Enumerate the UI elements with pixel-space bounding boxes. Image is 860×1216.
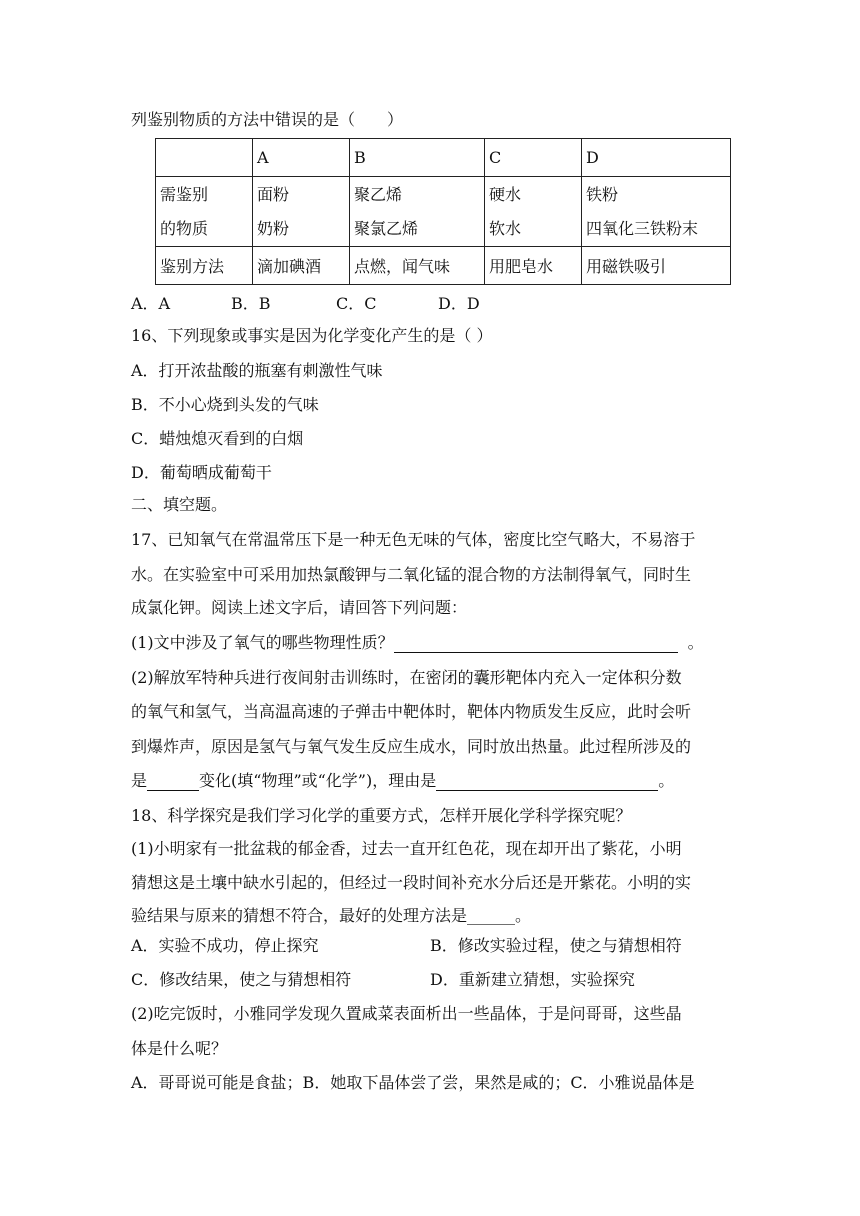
table-cell-label: 需鉴别 的物质 bbox=[156, 177, 253, 247]
q18-stem: 18、科学探究是我们学习化学的重要方式，怎样开展化学科学探究呢？ bbox=[131, 806, 632, 825]
answer-blank[interactable] bbox=[394, 636, 678, 653]
q18-option-d[interactable]: D．重新建立猜想，实验探究 bbox=[430, 970, 635, 989]
table-cell: 聚乙烯 聚氯乙烯 bbox=[350, 177, 485, 247]
table-cell: 铁粉 四氧化三铁粉末 bbox=[582, 177, 731, 247]
table-cell: 用肥皂水 bbox=[485, 247, 582, 285]
q16-option-b[interactable]: B．不小心烧到头发的气味 bbox=[131, 395, 319, 414]
q17-part2-prefix: 是 bbox=[131, 771, 148, 790]
table-header-a: A bbox=[253, 139, 350, 177]
q18-option-a[interactable]: A．实验不成功，停止探究 bbox=[131, 936, 319, 955]
table-cell: 面粉 奶粉 bbox=[253, 177, 350, 247]
q17-text-line: 的氧气和氢气，当高温高速的子弹击中靶体时，靶体内物质发生反应，此时会听 bbox=[131, 702, 692, 721]
q18-option-c[interactable]: C．修改结果，使之与猜想相符 bbox=[131, 970, 352, 989]
table-cell: 硬水 软水 bbox=[485, 177, 582, 247]
table-header-b: B bbox=[350, 139, 485, 177]
q16-option-c[interactable]: C．蜡烛熄灭看到的白烟 bbox=[131, 429, 304, 448]
q17-part2-mid: 变化(填“物理”或“化学”)，理由是 bbox=[199, 771, 437, 790]
q17-text-line: 17、已知氧气在常温常压下是一种无色无味的气体，密度比空气略大，不易溶于 bbox=[131, 530, 696, 549]
q15-options bbox=[131, 294, 480, 314]
table-cell: 点燃，闻气味 bbox=[350, 247, 485, 285]
section-heading: 二、填空题。 bbox=[131, 495, 228, 514]
q18-text-line: 猜想这是土壤中缺水引起的，但经过一段时间补充水分后还是开紫花。小明的实 bbox=[131, 873, 692, 892]
table-header-c: C bbox=[485, 139, 582, 177]
q18-text-line: 验结果与原来的猜想不符合，最好的处理方法是______。 bbox=[131, 906, 532, 925]
answer-blank[interactable] bbox=[436, 774, 658, 791]
q15-option-a[interactable]: A．A bbox=[131, 294, 171, 313]
table-cell-label: 鉴别方法 bbox=[156, 247, 253, 285]
q16-option-d[interactable]: D．葡萄晒成葡萄干 bbox=[131, 463, 272, 482]
q17-text-line: 成氯化钾。阅读上述文字后，请回答下列问题： bbox=[131, 598, 468, 617]
q16-option-a[interactable]: A．打开浓盐酸的瓶塞有刺激性气味 bbox=[131, 361, 383, 380]
table-header-blank bbox=[156, 139, 253, 177]
q15-stem: 列鉴别物质的方法中错误的是（ ） bbox=[131, 110, 404, 129]
q18-text-line: A．哥哥说可能是食盐；B．她取下晶体尝了尝，果然是咸的；C．小雅说晶体是 bbox=[131, 1073, 695, 1092]
q17-part2-end: 。 bbox=[658, 771, 675, 790]
table-cell: 用磁铁吸引 bbox=[582, 247, 731, 285]
q18-text-line: (2)吃完饭时，小雅同学发现久置咸菜表面析出一些晶体，于是问哥哥，这些晶 bbox=[131, 1004, 682, 1023]
table-cell: 滴加碘酒 bbox=[253, 247, 350, 285]
answer-blank[interactable] bbox=[147, 774, 199, 791]
q15-option-d[interactable]: D．D bbox=[438, 294, 480, 313]
q17-part2-answer-line bbox=[131, 771, 674, 791]
q15-table bbox=[155, 138, 731, 285]
table-header-d: D bbox=[582, 139, 731, 177]
q17-part1 bbox=[131, 633, 704, 653]
q15-option-b[interactable]: B．B bbox=[231, 294, 271, 313]
q18-text-line: 体是什么呢？ bbox=[131, 1039, 228, 1058]
q15-option-c[interactable]: C．C bbox=[336, 294, 377, 313]
q17-text-line: 到爆炸声，原因是氢气与氧气发生反应生成水，同时放出热量。此过程所涉及的 bbox=[131, 737, 692, 756]
q18-option-b[interactable]: B．修改实验过程，使之与猜想相符 bbox=[430, 936, 682, 955]
q17-text-line: (2)解放军特种兵进行夜间射击训练时，在密闭的囊形靶体内充入一定体积分数 bbox=[131, 668, 682, 687]
q17-part1-text: (1)文中涉及了氧气的哪些物理性质？ bbox=[131, 633, 394, 652]
q17-text-line: 水。在实验室中可采用加热氯酸钾与二氧化锰的混合物的方法制得氧气，同时生 bbox=[131, 565, 692, 584]
q17-part1-end: 。 bbox=[687, 633, 704, 652]
q18-text-line: (1)小明家有一批盆栽的郁金香，过去一直开红色花，现在却开出了紫花，小明 bbox=[131, 839, 682, 858]
q16-stem: 16、下列现象或事实是因为化学变化产生的是（ ） bbox=[131, 326, 493, 345]
